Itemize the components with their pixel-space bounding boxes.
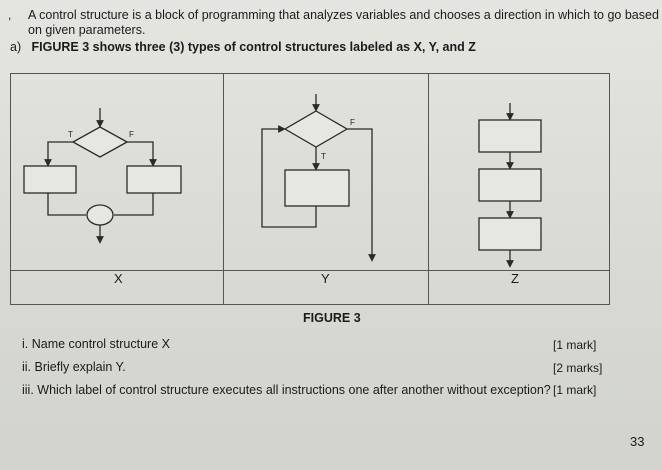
label-y: Y: [321, 271, 330, 286]
marks-iii: [1 mark]: [553, 383, 597, 397]
diagram-z-sequence: [479, 103, 541, 264]
y-true-label: T: [321, 152, 326, 161]
figure-caption: FIGURE 3: [303, 311, 361, 325]
label-z: Z: [511, 271, 519, 286]
diagram-y-loop: [262, 94, 372, 258]
label-x: X: [114, 271, 123, 286]
x-true-label: T: [68, 130, 73, 139]
y-false-label: F: [350, 118, 355, 127]
page-number: 33: [630, 434, 645, 449]
sub-question-i: i. Name control structure X: [22, 337, 170, 351]
question-a-number: a): [10, 40, 22, 54]
diagram-x-selection: [24, 108, 181, 240]
intro-line-1: A control structure is a block of programming that analyzes variables and chooses a direction in which to go based: [28, 8, 659, 22]
question-a-text: FIGURE 3 shows three (3) types of control structures labeled as X, Y, and Z: [31, 40, 476, 54]
sub-question-iii: iii. Which label of control structure executes all instructions one after another without exception?: [22, 383, 551, 397]
marks-i: [1 mark]: [553, 338, 597, 352]
x-false-label: F: [129, 130, 134, 139]
sub-question-ii: ii. Briefly explain Y.: [22, 360, 126, 374]
bullet-mark: ,: [8, 8, 12, 22]
intro-line-2: on given parameters.: [28, 23, 146, 37]
marks-ii: [2 marks]: [553, 361, 603, 375]
